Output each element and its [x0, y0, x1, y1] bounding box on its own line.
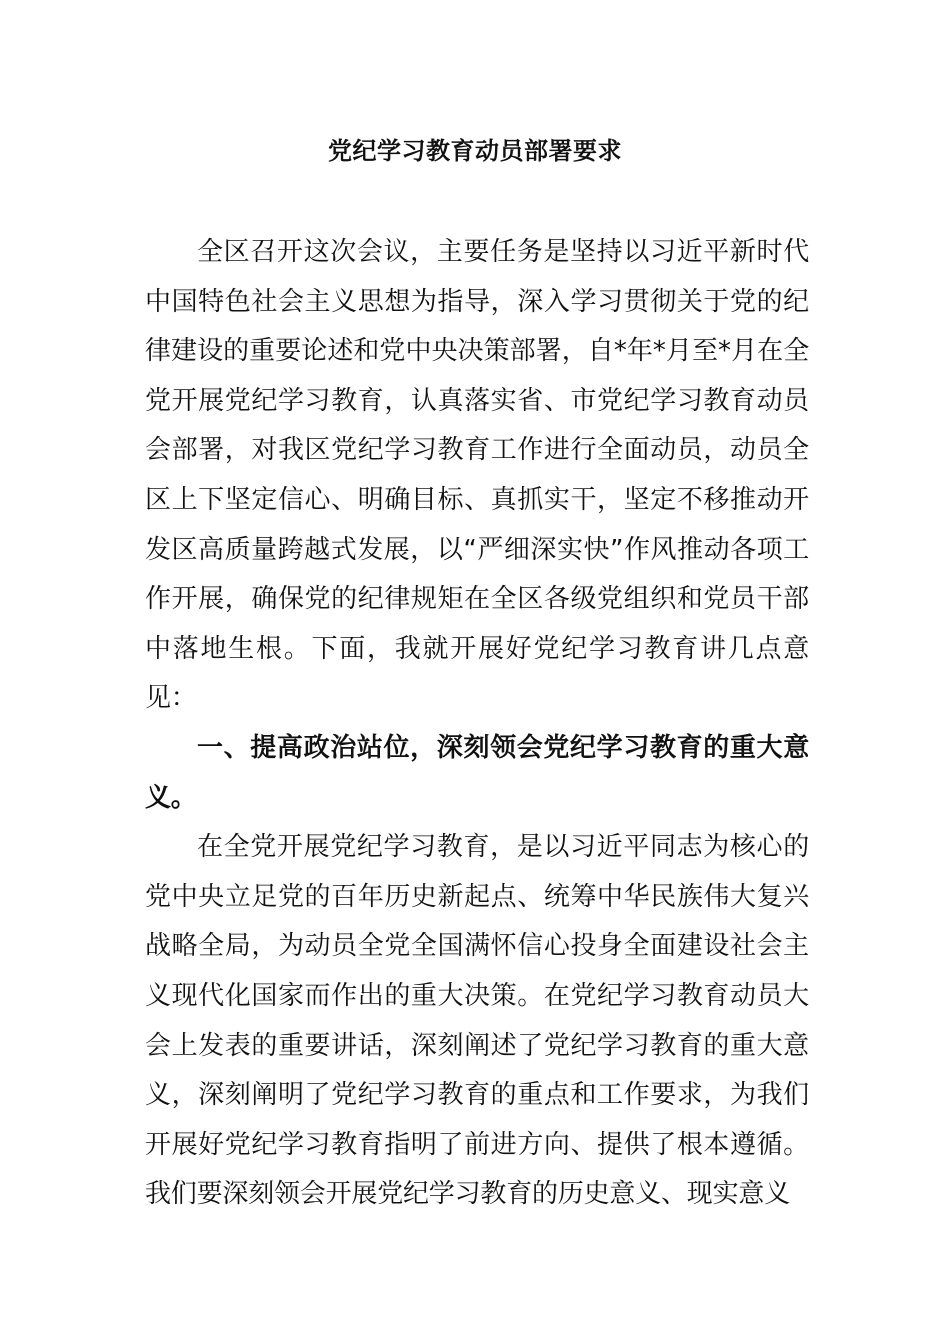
- section-1-heading: 一、提高政治站位，深刻领会党纪学习教育的重大意义。: [145, 732, 809, 813]
- section-1-paragraph: 在全党开展党纪学习教育，是以习近平同志为核心的党中央立足党的百年历史新起点、统筹中华民族伟大复兴战略全局，为动员全党全国满怀信心投身全面建设社会主义现代化国家而作出的重大决策。在党纪学习教育动员大会上发表的重要讲话，深刻阐述了党纪学习教育的重大意义，深刻阐明了党纪学习教育的重点和工作要求，为我们开展好党纪学习教育指明了前进方向、提供了根本遵循。我们要深刻领会开展党纪学习教育的历史意义、现实意义: [145, 832, 809, 1210]
- document-title: 党纪学习教育动员部署要求: [328, 137, 622, 165]
- document-body: [145, 228, 809, 1220]
- intro-paragraph: 全区召开这次会议，主要任务是坚持以习近平新时代中国特色社会主义思想为指导，深入学习贯彻关于党的纪律建设的重要论述和党中央决策部署，自*年*月至*月在全党开展党纪学习教育，认真落实省、市党纪学习教育动员会部署，对我区党纪学习教育工作进行全面动员，动员全区上下坚定信心、明确目标、真抓实干，坚定不移推动开发区高质量跨越式发展，以“严细深实快”作风推动各项工作开展，确保党的纪律规矩在全区各级党组织和党员干部中落地生根。下面，我就开展好党纪学习教育讲几点意见：: [145, 237, 809, 714]
